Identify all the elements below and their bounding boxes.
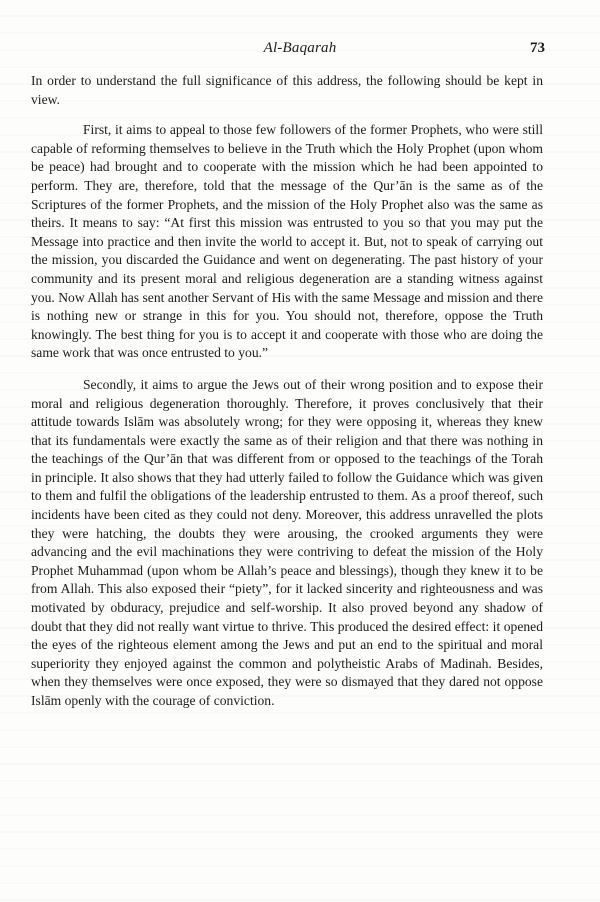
paragraph-second-aim: Secondly, it aims to argue the Jews out of their wrong position and to expose their moral and religious degeneration thoroughly. Therefore, it proves conclusively that their attitude towards Islām was absolutely wrong; for they were opposing it, whereas they knew that its fundamentals were exactly the same as of their religion and that there was nothing in the teachings of the Qur’ān that was different from or opposed to the teachings of the Torah in principle. It also shows that they had utterly failed to follow the Guidance which was given to them and fulfil the obligations of the leadership entrusted to them. As a proof thereof, such incidents have been cited as they could not deny. Moreover, this address unravelled the plots they were hatching, the doubts they were arousing, the crooked arguments they were advancing and the evil machinations they were contriving to defeat the mission of the Holy Prophet Muhammad (upon whom be Allah’s peace and blessings), though they knew it to be from Allah. This also exposed their “piety”, for it lacked sincerity and righteousness and was motivated by obduracy, prejudice and self-worship. It also proved beyond any shadow of doubt that they did not really want virtue to thrive. This produced the desired effect: it opened the eyes of the righteous element among the Jews and put an end to the spiritual and moral superiority they enjoyed against the common and polytheistic Arabs of Madinah. Besides, when they themselves were once exposed, they were so dismayed that they dared not oppose Islām openly with the courage of conviction.: [31, 376, 543, 708]
paragraph-intro: In order to understand the full significance of this address, the following should be kept in view.: [31, 73, 543, 107]
page-number: 73: [530, 40, 545, 56]
paragraph-first-aim: First, it aims to appeal to those few followers of the former Prophets, who were still capable of reforming themselves to believe in the Truth which the Holy Prophet (upon whom be peace) had brought and to cooperate with the mission which he had been appointed to perform. They are, therefore, told that the message of the Qur’ān is the same as of the Scriptures of the former Prophets, and the mission of the Holy Prophet also was the same as theirs. It means to say: “At first this mission was entrusted to you so that you may put the Message into practice and then invite the world to accept it. But, not to speak of carrying out the mission, you discarded the Guidance and went on degenerating. The past history of your community and its present moral and religious degeneration are a standing witness against you. Now Allah has sent another Servant of His with the same Message and mission and there is nothing new or strange in this for you. You should not, therefore, oppose the Truth knowingly. The best thing for you is to accept it and cooperate with those who are doing the same work that was once entrusted to you.”: [31, 122, 543, 361]
body-text: [31, 72, 543, 724]
running-title: Al-Baqarah: [263, 40, 337, 56]
